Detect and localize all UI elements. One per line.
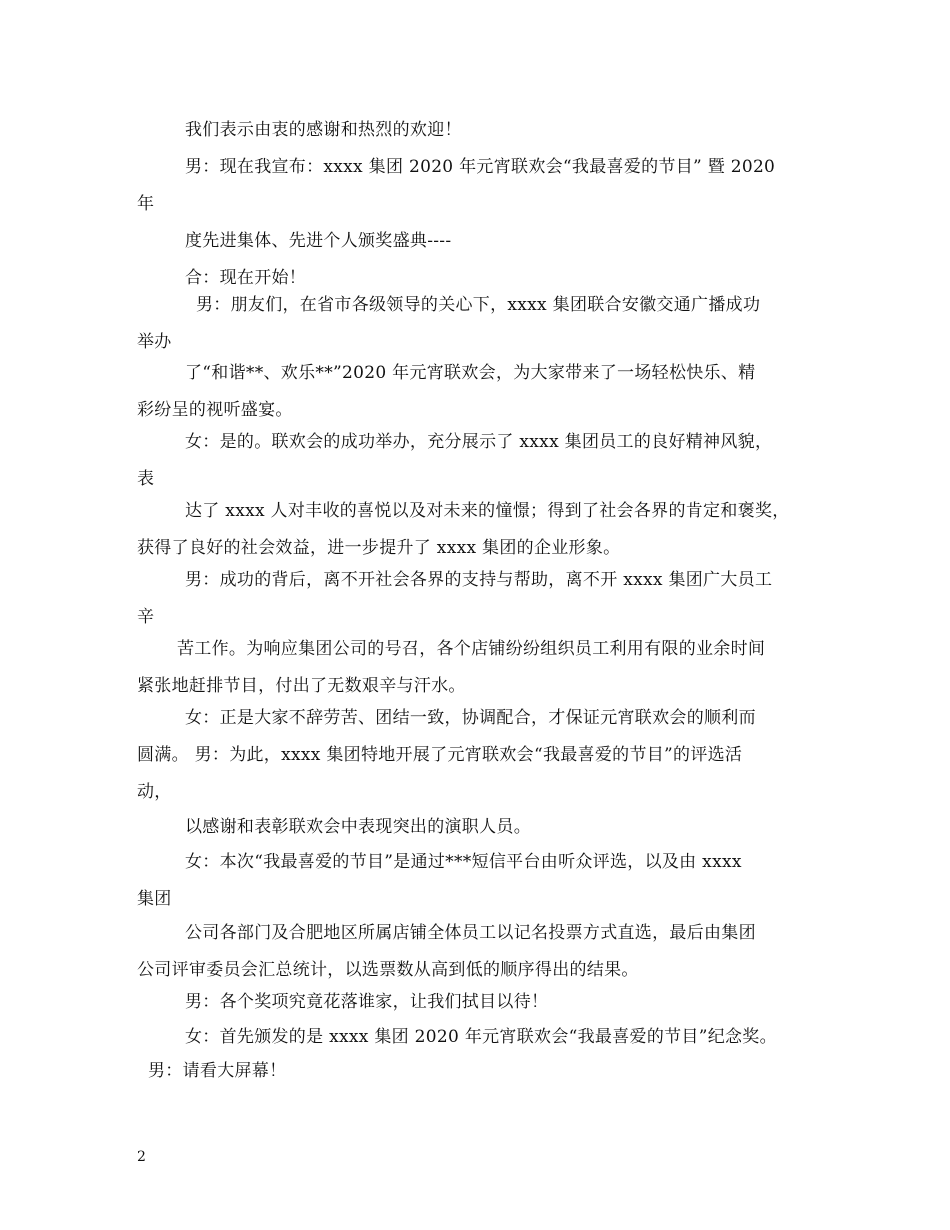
text-line-14: 男：成功的背后，离不开社会各界的支持与帮助，离不开 xxxx 集团广大员工 (185, 570, 773, 590)
text-line-10: 女：是的。联欢会的成功举办，充分展示了 xxxx 集团员工的良好精神风貌， (185, 432, 773, 452)
text-line-7: 举办 (137, 332, 172, 352)
text-line-11: 表 (137, 469, 155, 489)
text-line-27: 女：首先颁发的是 xxxx 集团 2020 年元宵联欢会“我最喜爱的节目”纪念奖。 (185, 1027, 777, 1047)
text-line-26: 男：各个奖项究竟花落谁家，让我们拭目以待！ (185, 992, 549, 1012)
text-line-28: 男：请看大屏幕！ (148, 1061, 287, 1081)
text-line-8: 了“和谐**、欢乐**”2020 年元宵联欢会，为大家带来了一场轻松快乐、精 (185, 363, 756, 383)
text-line-5: 合：现在开始！ (185, 268, 307, 288)
text-line-24: 公司各部门及合肥地区所属店铺全体员工以记名投票方式直选，最后由集团 (185, 923, 756, 943)
text-line-3: 年 (137, 194, 155, 214)
text-line-17: 紧张地赶排节目，付出了无数艰辛与汗水。 (137, 676, 466, 696)
text-line-1: 我们表示由衷的感谢和热烈的欢迎！ (185, 120, 462, 140)
page-number: 2 (137, 1149, 146, 1165)
text-line-19: 圆满。 男：为此，xxxx 集团特地开展了元宵联欢会“我最喜爱的节目”的评选活 (137, 745, 743, 765)
text-line-15: 辛 (137, 607, 155, 627)
text-line-25: 公司评审委员会汇总统计，以选票数从高到低的顺序得出的结果。 (137, 960, 639, 980)
text-line-6: 男：朋友们，在省市各级领导的关心下，xxxx 集团联合安徽交通广播成功 (196, 295, 761, 315)
text-line-4: 度先进集体、先进个人颁奖盛典---- (185, 231, 452, 251)
text-line-16: 苦工作。为响应集团公司的号召，各个店铺纷纷组织员工利用有限的业余时间 (177, 639, 766, 659)
text-line-12: 达了 xxxx 人对丰收的喜悦以及对未来的憧憬；得到了社会各界的肯定和褒奖， (185, 501, 790, 521)
text-line-13: 获得了良好的社会效益，进一步提升了 xxxx 集团的企业形象。 (137, 538, 621, 558)
text-line-20: 动， (137, 782, 172, 802)
text-line-21: 以感谢和表彰联欢会中表现突出的演职人员。 (185, 817, 531, 837)
text-line-23: 集团 (137, 889, 172, 909)
text-line-9: 彩纷呈的视听盛宴。 (137, 400, 293, 420)
text-line-22: 女：本次“我最喜爱的节目”是通过***短信平台由听众评选，以及由 xxxx (185, 852, 742, 872)
text-line-18: 女：正是大家不辞劳苦、团结一致，协调配合，才保证元宵联欢会的顺利而 (185, 708, 756, 728)
text-line-2: 男：现在我宣布：xxxx 集团 2020 年元宵联欢会“我最喜爱的节目” 暨 2020 (185, 157, 776, 177)
